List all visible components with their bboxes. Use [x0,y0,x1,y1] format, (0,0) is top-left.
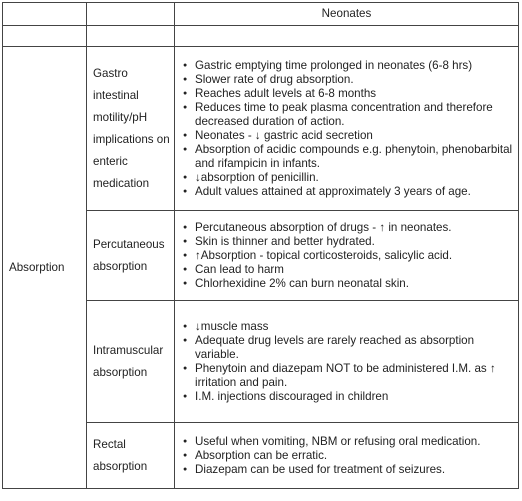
row-points-percutaneous [175,211,519,301]
header-cell-empty-1 [3,3,87,26]
blank-row [3,26,519,47]
list-item: ● Absorption can be erratic. [183,449,516,463]
header-row [3,3,519,26]
list-item: ● Percutaneous absorption of drugs - ↑ in neonates. [183,221,516,235]
header-cell-empty-2 [87,3,175,26]
list-item: ● Reduces time to peak plasma concentration and therefore decreased duration of action. [183,101,516,129]
blank-cell-3 [175,26,519,47]
list-item: ● ↑Absorption - topical corticosteroids, salicylic acid. [183,249,516,263]
row-label-intramuscular: Intramuscular absorption [87,301,175,423]
list-item: ● Chlorhexidine 2% can burn neonatal skin. [183,277,516,291]
table-row-gastro [3,47,519,211]
list-item: ● Slower rate of drug absorption. [183,73,516,87]
list-item: ● Reaches adult levels at 6-8 months [183,87,516,101]
list-item: ● ↓absorption of penicillin. [183,171,516,185]
list-item: ● ↓muscle mass [183,320,516,334]
list-item: ● Absorption of acidic compounds e.g. phenytoin, phenobarbital and rifampicin in infants. [183,143,516,171]
pharmacokinetics-table [2,2,519,489]
list-item: ● Skin is thinner and better hydrated. [183,235,516,249]
blank-cell-1 [3,26,87,47]
category-cell: Absorption [3,47,87,489]
list-item: ● Adequate drug levels are rarely reached as absorption variable. [183,334,516,362]
list-item: ● Gastric emptying time prolonged in neonates (6-8 hrs) [183,59,516,73]
list-item: ● Can lead to harm [183,263,516,277]
list-item: ● Useful when vomiting, NBM or refusing oral medication. [183,435,516,449]
list-item: ● Diazepam can be used for treatment of seizures. [183,463,516,477]
list-item: ● Adult values attained at approximately 3 years of age. [183,185,516,199]
row-label-gastro: Gastro intestinal motility/pH implications on enteric medication [87,47,175,211]
row-label-percutaneous: Percutaneous absorption [87,211,175,301]
blank-cell-2 [87,26,175,47]
row-points-gastro [175,47,519,211]
header-neonates: Neonates [175,3,519,26]
list-item: ● I.M. injections discouraged in children [183,390,516,404]
row-points-intramuscular [175,301,519,423]
row-label-rectal: Rectal absorption [87,423,175,489]
list-item: ● Phenytoin and diazepam NOT to be administered I.M. as ↑ irritation and pain. [183,362,516,390]
list-item: ● Neonates - ↓ gastric acid secretion [183,129,516,143]
row-points-rectal [175,423,519,489]
